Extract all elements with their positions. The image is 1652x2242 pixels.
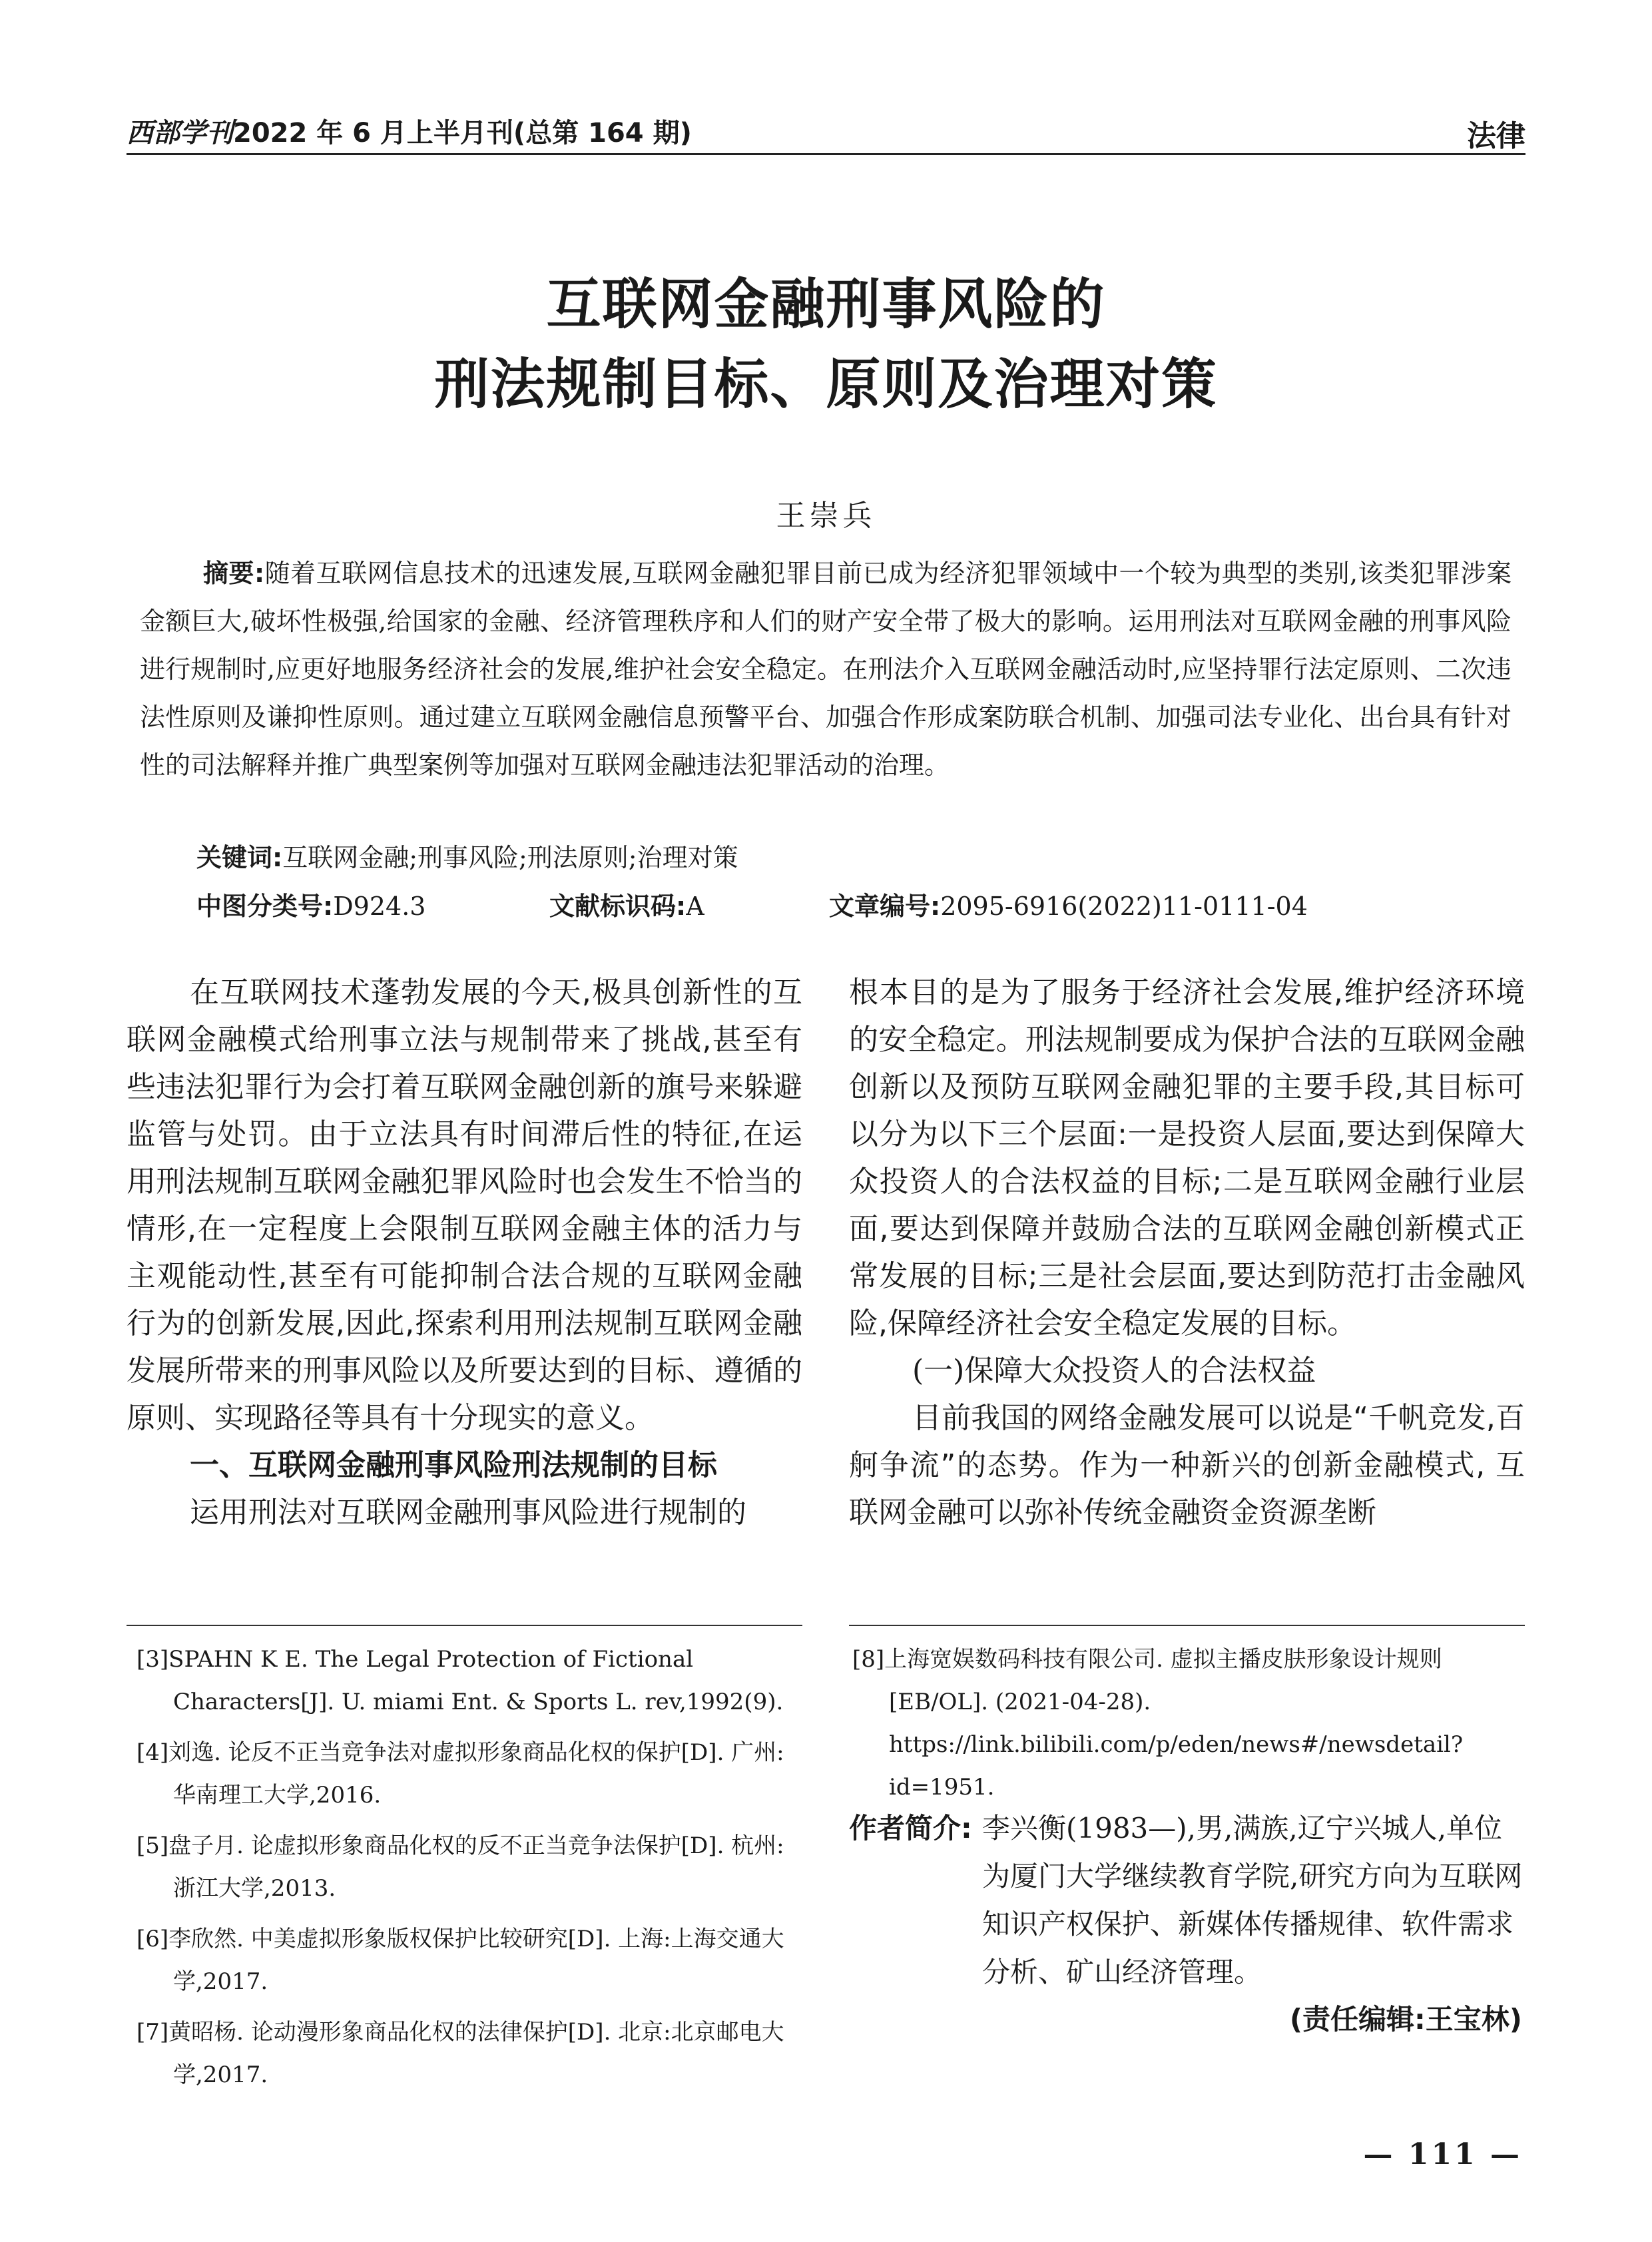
article-label: 文章编号: (829, 892, 941, 921)
journal-header (127, 112, 692, 150)
section-name: 法律 (1467, 119, 1525, 153)
reference-item: [5]盘子月. 论虚拟形象商品化权的反不正当竞争法保护[D]. 杭州:浙江大学,2013. (137, 1832, 784, 1902)
article-number (829, 886, 1308, 922)
references-left (137, 1638, 796, 2104)
reference-item: [3]SPAHN K E. The Legal Protection of Fictional Characters[J]. U. miami Ent. & Sports L. rev,1992(9). (137, 1646, 784, 1715)
body-paragraph: 在互联网技术蓬勃发展的今天,极具创新性的互联网金融模式给刑事立法与规制带来了挑战,甚至有些违法犯罪行为会打着互联网金融创新的旗号来躲避监管与处罚。由于立法具有时间滞后性的特征,在运用刑法规制互联网金融犯罪风险时也会发生不恰当的情形,在一定程度上会限制互联网金融主体的活力与主观能动性,甚至有可能抑制合法合规的互联网金融行为的创新发展,因此,探索利用刑法规制互联网金融发展所带来的刑事风险以及所要达到的目标、遵循的原则、实现路径等具有十分现实的意义。 (127, 976, 802, 1435)
article-title-line2: 刑法规制目标、原则及治理对策 (434, 353, 1218, 416)
footnote-rule (849, 1625, 1525, 1626)
keywords-label: 关键词: (196, 843, 283, 872)
abstract-label: 摘要: (203, 559, 265, 588)
keywords (196, 837, 738, 874)
article-title-line1: 互联网金融刑事风险的 (546, 273, 1106, 336)
issue-info: 2022 年 6 月上半月刊(总第 164 期) (233, 118, 692, 148)
doc-label: 文献标识码: (549, 892, 687, 921)
reference-item: [4]刘逸. 论反不正当竞争法对虚拟形象商品化权的保护[D]. 广州:华南理工大学,2016. (137, 1739, 784, 1809)
body-paragraph: 目前我国的网络金融发展可以说是“千帆竞发,百舸争流”的态势。作为一种新兴的创新金融模式, 互联网金融可以弥补传统金融资金资源垄断 (849, 1401, 1525, 1530)
section-heading: 一、互联网金融刑事风险刑法规制的目标 (190, 1448, 717, 1482)
document-code (549, 886, 704, 922)
body-right-column (849, 969, 1525, 1536)
running-header (127, 112, 1525, 158)
abstract-text: 随着互联网信息技术的迅速发展,互联网金融犯罪目前已成为经济犯罪领域中一个较为典型的类别,该类犯罪涉案金额巨大,破坏性极强,给国家的金融、经济管理秩序和人们的财产安全带了极大的影响。运用刑法对互联网金融的刑事风险进行规制时,应更好地服务经济社会的发展,维护社会安全稳定。在刑法介入互联网金融活动时,应坚持罪行法定原则、二次违法性原则及谦抑性原则。通过建立互联网金融信息预警平台、加强合作形成案防联合机制、加强司法专业化、出台具有针对性的司法解释并推广典型案例等加强对互联网金融违法犯罪活动的治理。 (140, 559, 1512, 780)
reference-item: [7]黄昭杨. 论动漫形象商品化权的法律保护[D]. 北京:北京邮电大学,2017. (137, 2019, 784, 2088)
reference-item: [8]上海宽娱数码科技有限公司. 虚拟主播皮肤形象设计规则[EB/OL]. (2021-04-28). https://link.bilibili.com/p/eden/news#/newsdetail? id=1951. (852, 1646, 1464, 1801)
body-paragraph: 根本目的是为了服务于经济社会发展,维护经济环境的安全稳定。刑法规制要成为保护合法的互联网金融创新以及预防互联网金融犯罪的主要手段,其目标可以分为以下三个层面:一是投资人层面,要达到保障大众投资人的合法权益的目标;二是互联网金融行业层面,要达到保障并鼓励合法的互联网金融创新模式正常发展的目标;三是社会层面,要达到防范打击金融风险,保障经济社会安全稳定发展的目标。 (849, 976, 1525, 1340)
doc-value: A (686, 892, 704, 921)
footnote-rule (127, 1625, 802, 1626)
journal-logo: 西部学刊 (127, 117, 233, 148)
abstract (140, 549, 1512, 789)
references-right (852, 1638, 1518, 1817)
clc-value: D924.3 (333, 892, 426, 921)
body-left-column (127, 969, 802, 1536)
page-number: — 111 — (1363, 2137, 1522, 2171)
body-paragraph: 运用刑法对互联网金融刑事风险进行规制的 (190, 1496, 746, 1530)
responsible-editor: (责任编辑:王宝林) (1289, 2003, 1522, 2036)
reference-item: [6]李欣然. 中美虚拟形象版权保护比较研究[D]. 上海:上海交通大学,2017. (137, 1926, 784, 1995)
author-bio-text: 李兴衡(1983—),男,满族,辽宁兴城人,单位为厦门大学继续教育学院,研究方向为互联网知识产权保护、新媒体传播规律、软件需求分析、矿山经济管理。 (982, 1812, 1523, 1988)
keywords-text: 互联网金融;刑事风险;刑法原则;治理对策 (282, 843, 738, 872)
subsection-heading: (一)保障大众投资人的合法权益 (912, 1354, 1316, 1388)
clc-label: 中图分类号: (196, 892, 334, 921)
header-rule (127, 153, 1525, 155)
author-name: 王崇兵 (776, 499, 876, 533)
article-value: 2095-6916(2022)11-0111-04 (940, 892, 1308, 921)
author-bio-label: 作者简介: (849, 1812, 972, 1844)
clc-code (196, 886, 425, 922)
